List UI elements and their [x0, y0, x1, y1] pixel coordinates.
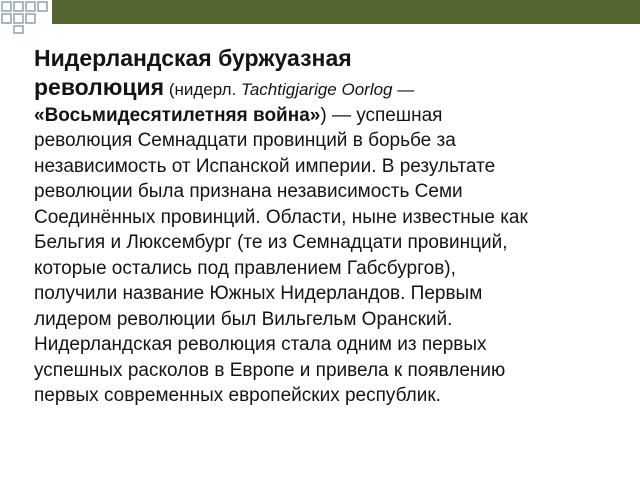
article-text	[34, 44, 620, 409]
body-line: независимость от Испанской империи. В результате	[34, 155, 496, 177]
header-band	[52, 0, 640, 24]
after-translation: ) — успешная	[320, 104, 443, 126]
translation: «Восьмидесятилетняя война»	[34, 104, 321, 126]
title-line-2: революция	[34, 74, 165, 100]
translation-row	[34, 103, 620, 129]
body-line: которые остались под правлением Габсбургов),	[34, 257, 456, 279]
body-line: Соединённых провинций. Области, ныне известные как	[34, 206, 528, 228]
dash: —	[392, 80, 415, 99]
foreign-name: Tachtigjarige Oorlog	[241, 80, 393, 99]
body-line: получили название Южных Нидерландов. Первым	[34, 283, 483, 304]
body-line: успешных расколов в Европе и привела к появлению	[34, 359, 506, 381]
body-line: первых современных европейских республик.	[34, 385, 441, 406]
body-line: революция Семнадцати провинций в борьбе за	[34, 130, 456, 151]
title-line-2-row	[34, 73, 620, 103]
title-line-1: Нидерландская буржуазная	[34, 45, 352, 71]
body-line: Нидерландская революция стала одним из первых	[34, 334, 487, 355]
paren-open: (нидерл.	[164, 80, 241, 99]
body-line: Бельгия и Люксембург (те из Семнадцати провинций,	[34, 232, 508, 253]
body-line: лидером революции был Вильгельм Оранский.	[34, 308, 453, 330]
corner-squares-icon	[0, 0, 52, 34]
body-line: революции была признана независимость Семи	[34, 181, 463, 202]
